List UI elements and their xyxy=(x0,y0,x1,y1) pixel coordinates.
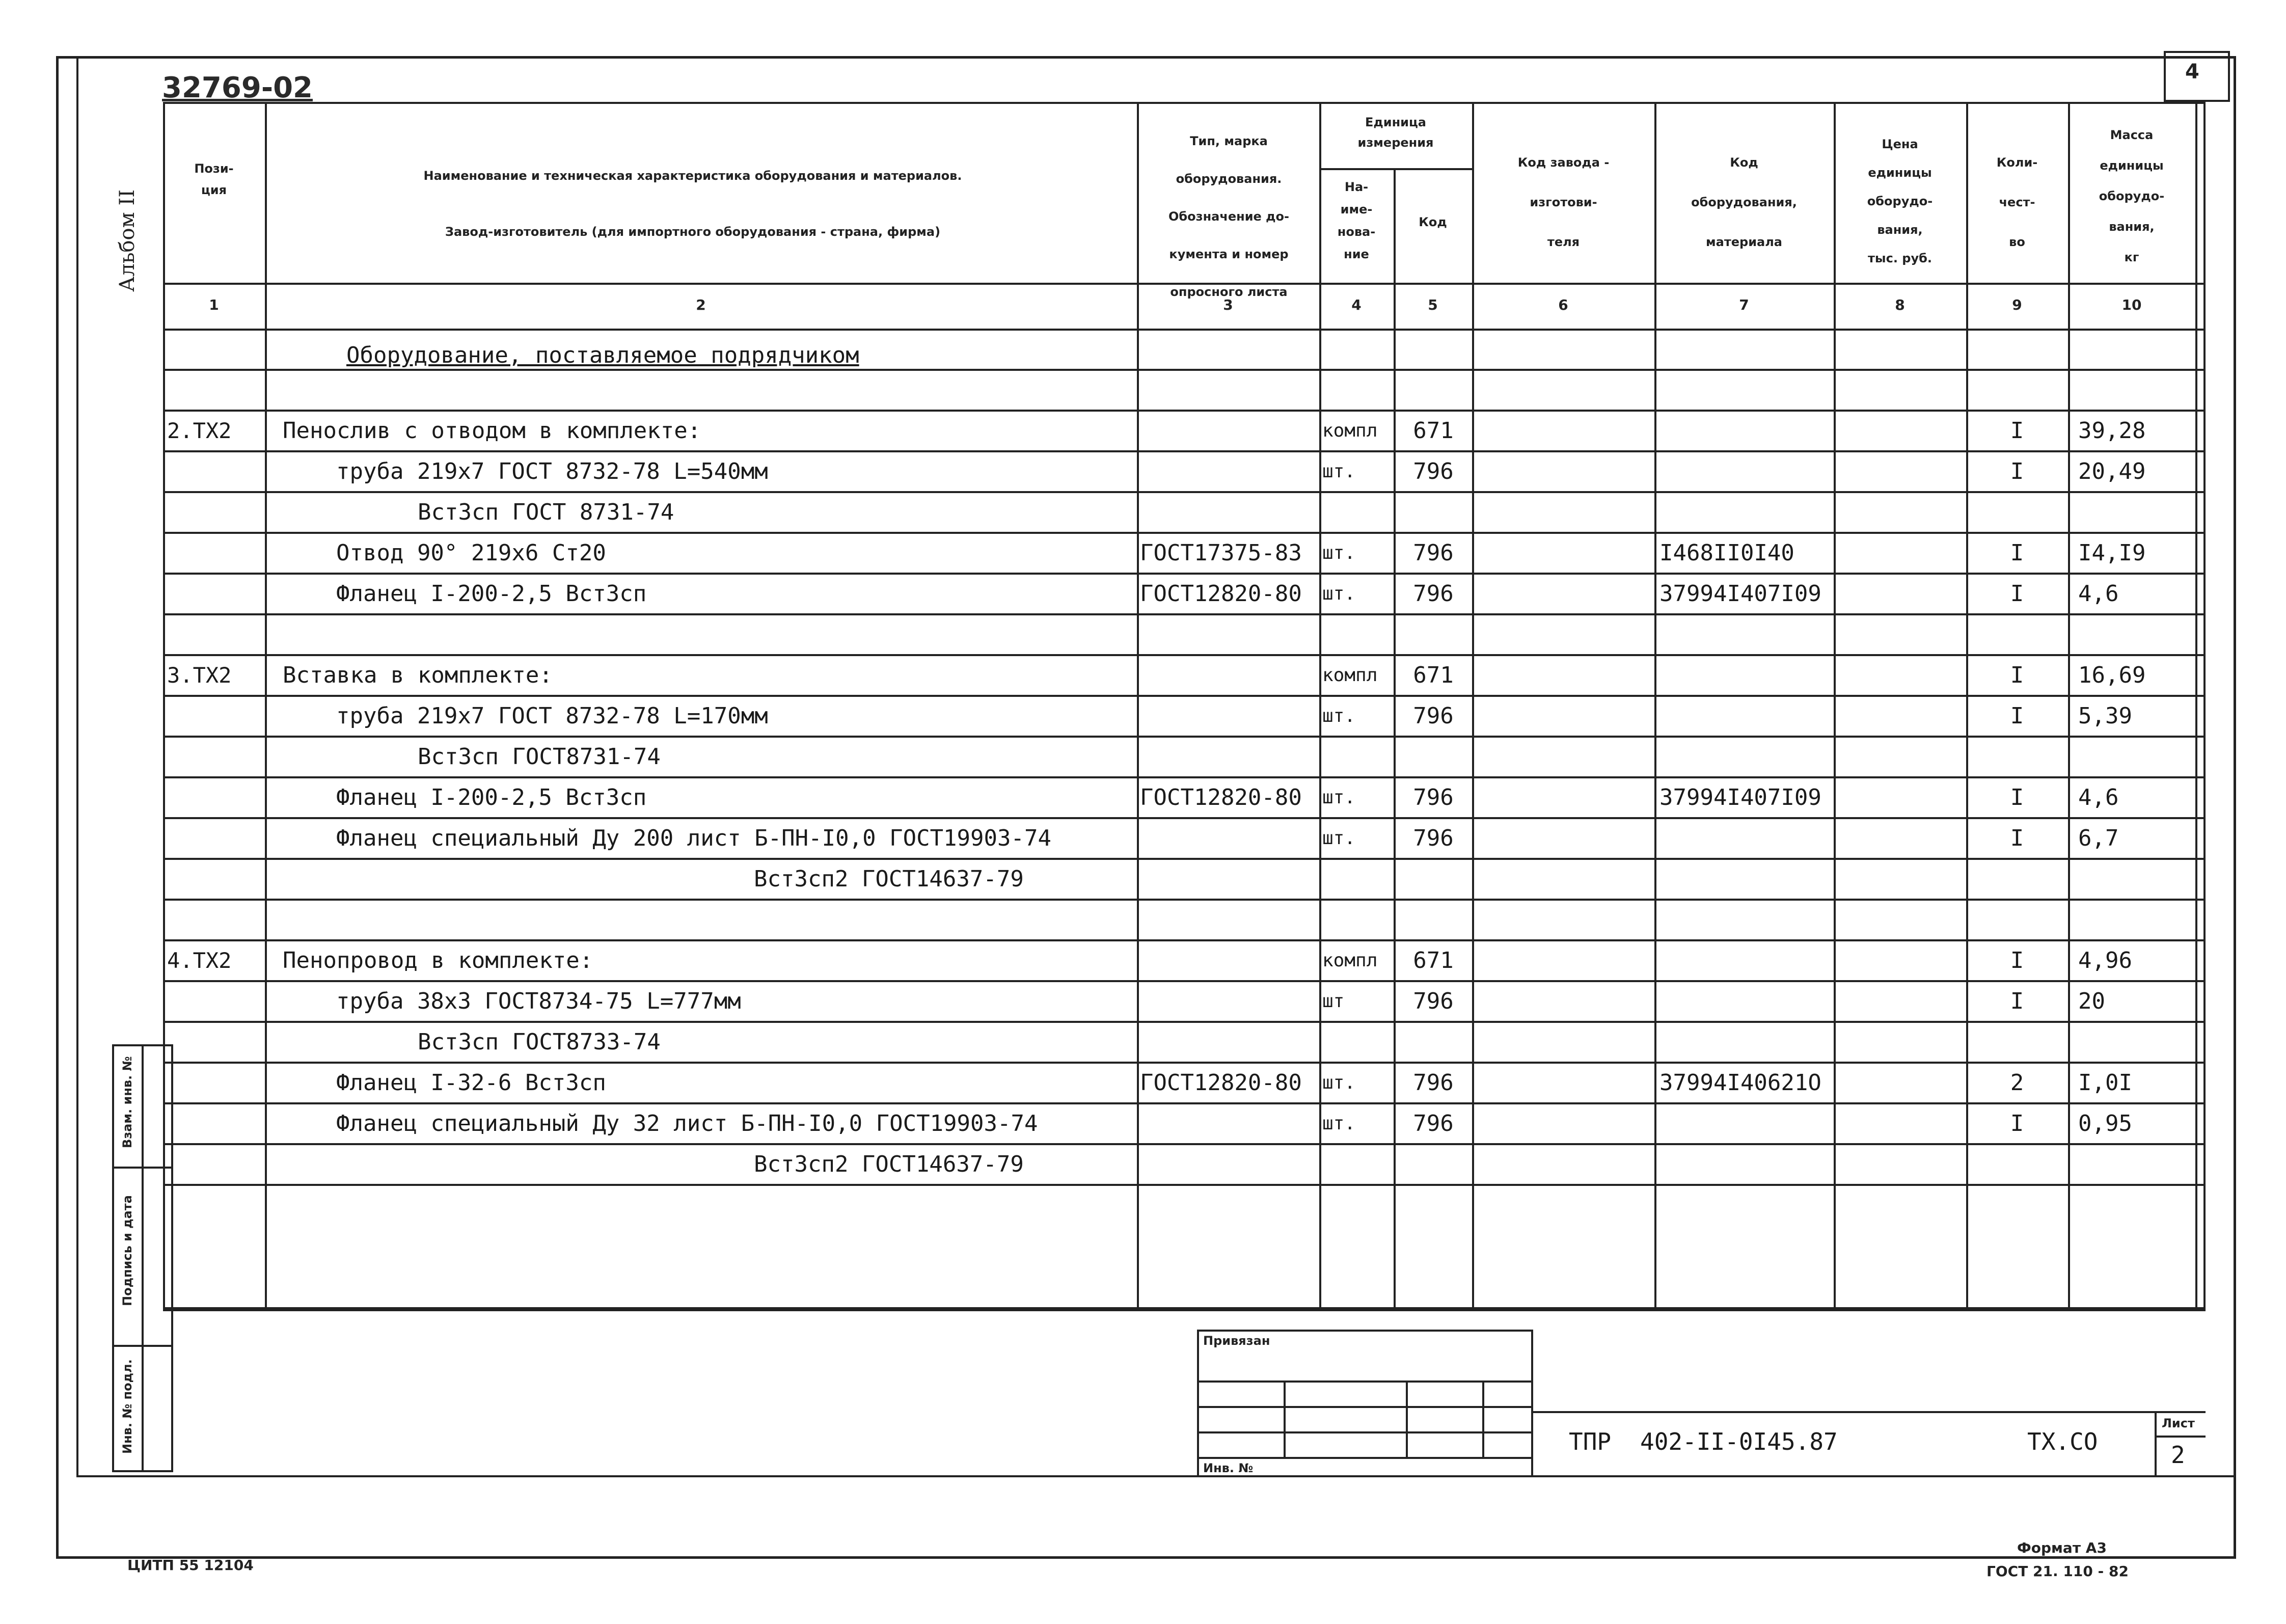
cell-qty: I xyxy=(2010,784,2024,810)
cell-qty: I xyxy=(2010,1111,2024,1136)
stamp-podpis: Подпись и дата xyxy=(120,1195,134,1306)
cell-qty: I xyxy=(2010,703,2024,729)
side-label: Альбом II xyxy=(116,189,139,292)
footer-gost: ГОСТ 21. 110 - 82 xyxy=(1986,1563,2129,1580)
cell-code: 671 xyxy=(1413,948,1454,973)
cell-mass: I,0I xyxy=(2078,1070,2132,1096)
cell-unit: шт. xyxy=(1322,706,1356,726)
cell-type: ГОСТ17375-83 xyxy=(1140,540,1302,566)
stamp-inv: Инв. № подл. xyxy=(120,1359,134,1454)
cell-equip: 37994I407I09 xyxy=(1659,784,1821,810)
inv-no-label: Инв. № xyxy=(1203,1461,1254,1475)
hdr-unit: Единица измерения xyxy=(1357,115,1434,150)
cell-code: 796 xyxy=(1413,581,1454,607)
section-title: Оборудование, поставляемое подрядчиком xyxy=(346,342,859,368)
row-line xyxy=(163,858,2206,860)
cell-qty: I xyxy=(2010,540,2024,566)
cell-name: Вст3сп2 ГОСТ14637-79 xyxy=(754,1151,1024,1177)
row-line xyxy=(163,1184,2206,1186)
cell-type: ГОСТ12820-80 xyxy=(1140,581,1302,607)
list-number: 2 xyxy=(2171,1441,2185,1469)
hdr-unit-name: На- име- нова- ние xyxy=(1337,180,1376,261)
cell-name: труба 219х7 ГОСТ 8732-78 L=540мм xyxy=(336,458,768,484)
row-line xyxy=(163,532,2206,534)
row-line xyxy=(163,450,2206,452)
cell-unit: шт. xyxy=(1322,787,1356,808)
cell-code: 796 xyxy=(1413,703,1454,729)
stamp-vzam: Взам. инв. № xyxy=(120,1056,134,1148)
page-number: 4 xyxy=(2185,60,2199,84)
col-num-4: 4 xyxy=(1351,296,1362,313)
cell-mass: 6,7 xyxy=(2078,825,2119,851)
doc-number: 32769-02 xyxy=(162,71,313,104)
cell-unit: компл xyxy=(1322,420,1378,441)
row-line xyxy=(163,410,2206,412)
cell-mass: 16,69 xyxy=(2078,662,2146,688)
cell-name: Пенопровод в комплекте: xyxy=(283,948,593,973)
cell-qty: I xyxy=(2010,948,2024,973)
privyazan-label: Привязан xyxy=(1203,1334,1270,1348)
row-line xyxy=(163,1062,2206,1064)
cell-code: 796 xyxy=(1413,784,1454,810)
cell-qty: I xyxy=(2010,581,2024,607)
row-line xyxy=(163,369,2206,371)
cell-name: Фланец I-32-6 Вст3сп xyxy=(336,1070,606,1096)
row-line xyxy=(163,491,2206,493)
hdr-maker-code: Код завода - изготови- теля xyxy=(1517,155,1610,249)
cell-unit: шт. xyxy=(1322,828,1356,849)
cell-pos: 2.ТХ2 xyxy=(167,418,232,443)
cell-code: 796 xyxy=(1413,1111,1454,1136)
cell-pos: 3.ТХ2 xyxy=(167,663,232,688)
cell-name: труба 38х3 ГОСТ8734-75 L=777мм xyxy=(336,988,741,1014)
hdr-pos: Пози- ция xyxy=(194,161,234,197)
cell-name: Отвод 90° 219х6 Ст20 xyxy=(336,540,606,566)
cell-qty: 2 xyxy=(2010,1070,2024,1096)
cell-code: 796 xyxy=(1413,825,1454,851)
cell-code: 671 xyxy=(1413,662,1454,688)
row-line xyxy=(163,1102,2206,1104)
cell-qty: I xyxy=(2010,458,2024,484)
cell-qty: I xyxy=(2010,825,2024,851)
hdr-qty: Коли- чест- во xyxy=(1996,155,2038,249)
hdr-price: Цена единицы оборудо- вания, тыс. руб. xyxy=(1867,137,1933,265)
row-line xyxy=(163,736,2206,738)
cell-type: ГОСТ12820-80 xyxy=(1140,784,1302,810)
cell-qty: I xyxy=(2010,662,2024,688)
cell-name: Вст3сп ГОСТ 8731-74 xyxy=(418,499,674,525)
cell-unit: компл xyxy=(1322,950,1378,971)
hdr-type: Тип, марка оборудования. Обозначение до- кумента и номер опросного листа xyxy=(1168,134,1289,299)
cell-code: 796 xyxy=(1413,540,1454,566)
cell-unit: компл xyxy=(1322,665,1378,686)
col-num-3: 3 xyxy=(1223,296,1233,313)
cell-unit: шт. xyxy=(1322,543,1356,563)
row-line xyxy=(163,695,2206,697)
row-line xyxy=(163,817,2206,819)
col-num-5: 5 xyxy=(1428,296,1438,313)
col-num-10: 10 xyxy=(2121,296,2142,313)
cell-unit: шт. xyxy=(1322,461,1356,482)
cell-name: Вст3сп ГОСТ8731-74 xyxy=(418,744,661,770)
cell-mass: I4,I9 xyxy=(2078,540,2146,566)
row-line xyxy=(163,980,2206,982)
cell-code: 796 xyxy=(1413,1070,1454,1096)
cell-name: труба 219х7 ГОСТ 8732-78 L=170мм xyxy=(336,703,768,729)
doc-code: ТХ.СО xyxy=(2027,1428,2098,1455)
row-line xyxy=(163,776,2206,778)
cell-mass: 4,6 xyxy=(2078,784,2119,810)
footer-left: ЦИТП 55 12104 xyxy=(127,1557,254,1574)
cell-code: 796 xyxy=(1413,458,1454,484)
cell-mass: 20 xyxy=(2078,988,2105,1014)
cell-qty: I xyxy=(2010,418,2024,444)
cell-name: Вст3сп ГОСТ8733-74 xyxy=(418,1029,661,1055)
cell-name: Вставка в комплекте: xyxy=(283,662,553,688)
row-line xyxy=(163,573,2206,575)
row-line xyxy=(163,939,2206,941)
cell-mass: 20,49 xyxy=(2078,458,2146,484)
cell-unit: шт. xyxy=(1322,583,1356,604)
col-num-2: 2 xyxy=(696,296,706,313)
cell-unit: шт. xyxy=(1322,1072,1356,1093)
cell-name: Фланец I-200-2,5 Вст3сп xyxy=(336,581,647,607)
cell-name: Пенослив с отводом в комплекте: xyxy=(283,418,701,444)
row-line xyxy=(163,1143,2206,1145)
cell-pos: 4.ТХ2 xyxy=(167,948,232,973)
cell-equip: 37994I407I09 xyxy=(1659,581,1821,607)
hdr-unit-code: Код xyxy=(1419,215,1447,229)
row-line xyxy=(163,613,2206,615)
col-num-6: 6 xyxy=(1558,296,1568,313)
cell-qty: I xyxy=(2010,988,2024,1014)
cell-mass: 39,28 xyxy=(2078,418,2146,444)
list-label: Лист xyxy=(2162,1416,2195,1430)
cell-mass: 0,95 xyxy=(2078,1111,2132,1136)
cell-name: Фланец специальный Ду 32 лист Б-ПН-I0,0 ГОСТ19903-74 xyxy=(336,1111,1038,1136)
cell-mass: 4,96 xyxy=(2078,948,2132,973)
col-num-1: 1 xyxy=(209,296,219,313)
footer-format: Формат А3 xyxy=(2017,1539,2107,1556)
cell-unit: шт. xyxy=(1322,1113,1356,1134)
row-line xyxy=(163,899,2206,901)
cell-mass: 5,39 xyxy=(2078,703,2132,729)
tpr-label: ТПР xyxy=(1569,1428,1612,1455)
cell-name: Вст3сп2 ГОСТ14637-79 xyxy=(754,866,1024,892)
row-line xyxy=(163,1021,2206,1023)
row-line xyxy=(163,654,2206,656)
project-number: 402-II-0I45.87 xyxy=(1640,1428,1838,1455)
cell-code: 671 xyxy=(1413,418,1454,444)
cell-unit: шт xyxy=(1322,991,1345,1012)
hdr-equip-code: Код оборудования, материала xyxy=(1691,155,1797,249)
col-num-9: 9 xyxy=(2012,296,2022,313)
col-num-7: 7 xyxy=(1739,296,1749,313)
cell-equip: 37994I40621O xyxy=(1659,1070,1821,1096)
cell-equip: I468II0I40 xyxy=(1659,540,1794,566)
hdr-name: Наименование и техническая характеристика оборудования и материалов. Завод-изготовитель (для импортного оборудования - страна, фирма) xyxy=(423,169,962,239)
col-num-8: 8 xyxy=(1895,296,1905,313)
cell-code: 796 xyxy=(1413,988,1454,1014)
hdr-mass: Масса единицы оборудо- вания, кг xyxy=(2099,128,2165,264)
cell-mass: 4,6 xyxy=(2078,581,2119,607)
cell-name: Фланец I-200-2,5 Вст3сп xyxy=(336,784,647,810)
cell-name: Фланец специальный Ду 200 лист Б-ПН-I0,0 ГОСТ19903-74 xyxy=(336,825,1051,851)
cell-type: ГОСТ12820-80 xyxy=(1140,1070,1302,1096)
